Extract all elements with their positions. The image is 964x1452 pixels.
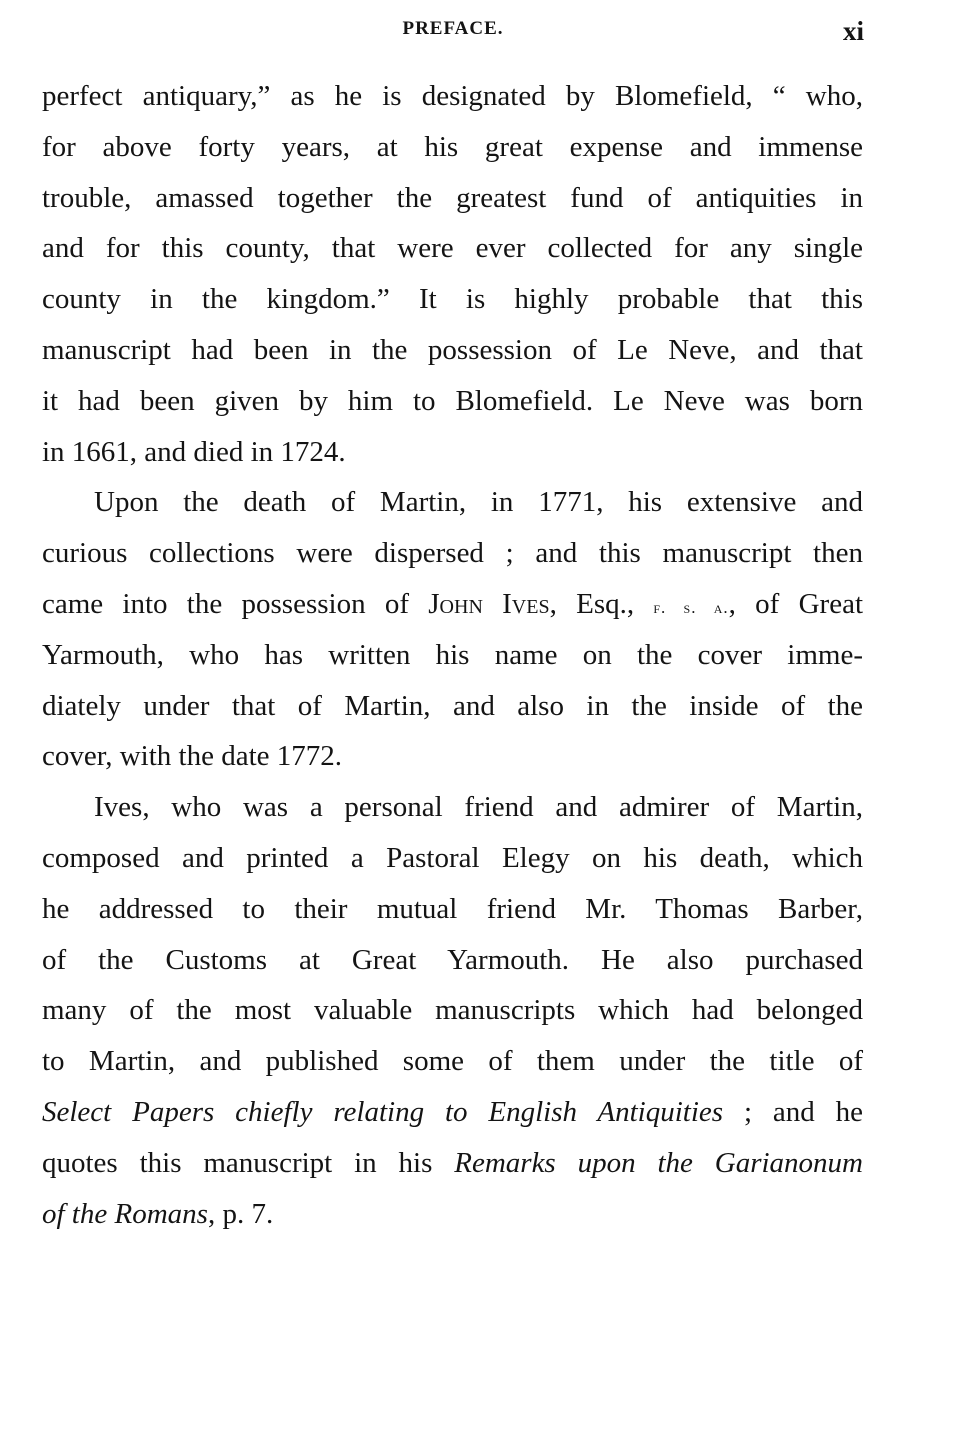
p2-line-4: Yarmouth, who has written his name on the cover imme- <box>42 638 863 671</box>
p2-line-5: diately under that of Martin, and also in the inside of the <box>42 689 863 722</box>
p3-line-5: many of the most valuable manuscripts which had belonged <box>42 994 863 1027</box>
p3-line-4: of the Customs at Great Yarmouth. He also purchased <box>42 943 863 976</box>
running-head <box>40 18 866 48</box>
p3-line-3: he addressed to their mutual friend Mr. Thomas Barber, <box>42 892 863 925</box>
p2-line-1: Upon the death of Martin, in 1771, his extensive and <box>94 486 863 519</box>
p3-line-7 <box>42 1087 863 1138</box>
body-text <box>42 71 863 1239</box>
p2-line-3-text-a: came into the possession of <box>42 587 409 620</box>
p3-line-1: Ives, who was a personal friend and admirer of Martin, <box>94 791 863 824</box>
title-select-papers: Select Papers chiefly relating to English Antiquities <box>42 1095 724 1128</box>
p3-line-8-text-a: quotes this manuscript in his <box>42 1146 433 1179</box>
p1-line-1: perfect antiquary,” as he is designated by Blomefield, “ who, <box>42 80 863 112</box>
p3-line-7-text-b: ; and he <box>743 1095 864 1128</box>
p1-line-3: trouble, amassed together the greatest fund of antiquities in <box>42 181 863 214</box>
page-title: PREFACE. <box>402 18 504 39</box>
fsa-abbreviation: f. s. a. <box>653 597 729 617</box>
title-remarks-garianonum: Remarks upon the Garianonum <box>454 1146 863 1179</box>
title-of-the-romans: of the Romans <box>42 1197 208 1230</box>
p2-line-2: curious collections were dispersed ; and this manuscript then <box>42 537 863 570</box>
p1-line-8: in 1661, and died in 1724. <box>42 435 346 468</box>
p1-line-4: and for this county, that were ever collected for any single <box>42 232 863 265</box>
p1-line-2: for above forty years, at his great expense and immense <box>42 130 863 163</box>
p2-line-6: cover, with the date 1772. <box>42 740 343 773</box>
p1-line-6: manuscript had been in the possession of Le Neve, and that <box>42 333 863 366</box>
p1-line-7: it had been given by him to Blomefield. Le Neve was born <box>42 384 863 417</box>
p2-line-3 <box>42 579 863 630</box>
page-number: xi <box>842 16 864 46</box>
p3-line-6: to Martin, and published some of them under the title of <box>42 1045 863 1078</box>
p3-line-8 <box>42 1138 863 1189</box>
p3-line-9 <box>42 1189 863 1240</box>
p3-line-2: composed and printed a Pastoral Elegy on his death, which <box>42 841 863 874</box>
person-name-john-ives: John Ives <box>428 587 550 620</box>
p3-line-9-text-b: , p. 7. <box>207 1197 274 1230</box>
p2-line-3-text-b: , Esq., <box>549 587 635 620</box>
p2-line-3-text-c: , of Great <box>728 587 864 620</box>
p1-line-5: county in the kingdom.” It is highly probable that this <box>42 283 863 316</box>
